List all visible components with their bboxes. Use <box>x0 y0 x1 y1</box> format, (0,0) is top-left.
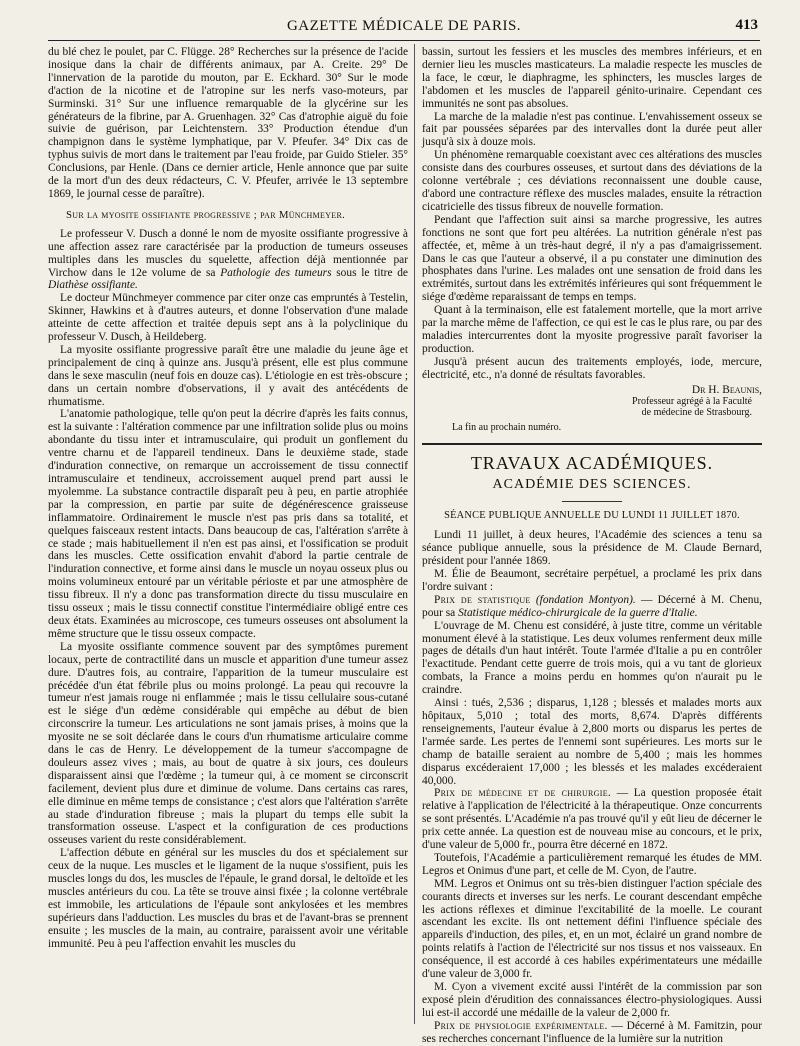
text: Le professeur V. Dusch a donné le nom de myosite ossifiante progressive à une affection assez rare caractérisée par la production de tumeurs osseuses multiples dans les muscles du squelette, affection déjà mentionnée par Virchow dans le 12e volume de sa <box>48 227 408 279</box>
text: — Décerné à M. Chenu, pour sa <box>422 593 762 619</box>
text: — La question proposée était relative à l'application de l'électricité à la thérapeutique. Onze concurrents se sont présentés. L'Académie n'a pas trouvé qu'il y eût lieu de décerner le prix cette année. La question est de nouveau mise au concours, et le prix, d'une valeur de 5,000 fr., pourra être décerné en 1872. <box>422 787 762 852</box>
paragraph: La marche de la maladie n'est pas continue. L'envahissement osseux se fait par poussées séparées par des intervalles dont la durée peut aller jusqu'à six à douze mois. <box>422 110 762 149</box>
paragraph <box>422 594 762 620</box>
article-heading: Sur la myosite ossifiante progressive ; par Münchmeyer. <box>66 208 346 221</box>
paragraph: Jusqu'à présent aucun des traitements employés, iode, mercure, électricité, etc., n'a donné de résultats favorables. <box>422 355 762 381</box>
paragraph: MM. Legros et Onimus ont su très-bien distinguer l'action spéciale des courants directs et inverses sur les nerfs. Le courant descendant empêche les actions réflexes et diminue l'excitabilité de la moelle. Le courant ascendant les excite. Ils ont nettement défini l'influence spéciale des appareils d'induction, des piles, et, en un mot, éclairé un grand nombre de points relatifs à l'action de l'électricité sur nos tissus et nos vaisseaux. En conséquence, il est accordé à ces habiles expérimentateurs une médaille d'une valeur de 3,000 fr. <box>422 877 762 981</box>
paragraph: Pendant que l'affection suit ainsi sa marche progressive, les autres fonctions ne sont que fort peu altérées. La nutrition générale n'est pas affectée, et, même à un très-haut degré, il n'y a pas d'amaigrissement. Dans le cas que l'auteur a observé, il a pu constater une diminution des phosphates dans l'urine. Les malades ont une sensation de froid dans les extrémités, surtout dans les extrémités inférieures qui sont fréquemment le siége d'œdème reparaissant de temps en temps. <box>422 213 762 304</box>
author-signature: Dr H. Beaunis, <box>691 383 762 396</box>
paragraph: La myosite ossifiante progressive paraît être une maladie du jeune âge et principalement de cinq à quinze ans. Jusqu'à présent, elle est plus commune dans le sexe masculin (neuf fois en douze cas). L'étiologie en est très-obscure ; dans un certain nombre d'observations, il y avait des antécédents de rhumatisme. <box>48 343 408 408</box>
paragraph <box>48 228 408 293</box>
emphasis: Diathèse ossifiante. <box>48 279 138 292</box>
author-affiliation-line: Professeur agrégé à la Faculté <box>632 396 752 408</box>
paragraph: L'ouvrage de M. Chenu est considéré, à juste titre, comme un véritable monument élevé à la statistique. Les deux volumes renferment deux mille pages de détails d'un haut intérêt. Toute l'armée d'Italie a pu en contrôler l'exactitude. Pendant cette guerre de trois mois, qui a vu tant de glorieux combats, la France a moins perdu en hommes qu'on n'aurait pu le craindre. <box>422 619 762 697</box>
paragraph: La myosite ossifiante commence souvent par des symptômes purement locaux, perte de contractilité dans un muscle et apparition d'une tumeur assez dure. D'autres fois, au contraire, l'apparition de la tumeur musculaire est précédée d'un état fébrile plus ou moins prolongé. La peau qui recouvre la tumeur n'est jamais rouge ni enflammée ; mais le tissu cellulaire sous-cutané est le siége d'un œdème considérable qui empêche au début de bien circonscrire la tumeur. Les articulations ne sont jamais prises, à moins que la myosite ne se soit déclarée dans le cours d'un rhumatisme articulaire comme dans le cas de Henry. Le développement de la tumeur s'accompagne de douleurs assez vives ; mais, au bout de quatre à six jours, ces douleurs disparaissent ainsi que l'œdème ; la tumeur qui, à ce moment se circonscrit facilement, devient plus dure et diminue de volume. Dans certains cas rares, elle diminue en même temps de consistance ; c'est alors que l'altération s'arrête au stade d'induration fibreuse ; mais la plupart du temps elle subit la transformation osseuse. L'aspect et la configuration de ces productions osseuses varient du reste considérablement. <box>48 640 408 847</box>
paragraph <box>422 1020 762 1046</box>
emphasis: Pathologie des tumeurs <box>220 266 332 279</box>
page-number: 413 <box>735 17 758 33</box>
author-affiliation-line: de médecine de Strasbourg. <box>641 407 752 419</box>
emphasis: (fondation Montyon). <box>535 593 636 606</box>
section-title: TRAVAUX ACADÉMIQUES. <box>470 453 714 474</box>
paragraph: Toutefois, l'Académie a particulièrement remarqué les études de MM. Legros et Onimus d'une part, et celle de M. Cyon, de l'autre. <box>422 851 762 877</box>
session-heading: SÉANCE PUBLIQUE ANNUELLE DU LUNDI 11 JUILLET 1870. <box>444 510 740 522</box>
paragraph <box>422 787 762 852</box>
paragraph: Lundi 11 juillet, à deux heures, l'Académie des sciences a tenu sa séance publique annuelle, sous la présidence de M. Claude Bernard, président pour l'année 1869. <box>422 529 762 568</box>
section-subtitle: ACADÉMIE DES SCIENCES. <box>492 477 692 493</box>
prize-label: Prix de physiologie expérimentale. <box>434 1019 608 1032</box>
prize-label: Prix de statistique <box>434 593 531 606</box>
page-header <box>48 16 760 41</box>
column-divider <box>414 44 415 1024</box>
paragraph: Le docteur Münchmeyer commence par citer onze cas empruntés à Testelin, Skinner, Hawkins et à d'autres auteurs, et donne l'observation d'une malade atteinte de cette affection et traitée depuis sept ans à la polyclinique du professeur V. Dusch, à Heildeberg. <box>48 292 408 344</box>
paragraph: du blé chez le poulet, par C. Flügge. 28° Recherches sur la présence de l'acide inosique dans la chair de différents animaux, par A. Creite. 29° De l'innervation de la parotide du mouton, par E. Eckhard. 30° Sur le mode d'action de la nicotine et de l'atropine sur les nerfs vaso-moteurs, par Surminski. 31° Sur une influence remarquable de la glycérine sur les générateurs de la fibrine, par A. Gruenhagen. 32° Cas d'atrophie aiguë du foie suivie de guérison, par Leichtenstern. 33° Production étendue d'un champignon dans le système lymphatique, par V. Pfeufer. 34° Dix cas de typhus suivis de mort dans le traitement par l'eau froide, par Guido Stieler. 35° Conclusions, par Henle. (Dans ce dernier article, Henle annonce que par suite de la mort d'un des deux rédacteurs, C. V. Pfeufer, arrivée le 13 septembre 1869, le journal cesse de paraître). <box>48 46 408 200</box>
left-column <box>48 46 408 1021</box>
small-rule <box>562 501 622 502</box>
paragraph: L'affection débute en général sur les muscles du dos et spécialement sur ceux de la nuque. Les muscles et le ligament de la nuque s'ossifient, puis les muscles longs du dos, les muscles de l'épaule, le grand dorsal, le deltoïde et les muscles antérieurs du cou. La tête se trouve ainsi fixée ; la colonne vertébrale est immobile, les articulations de l'épaule sont ankylosées et les membres supérieurs dans l'adduction. Les muscles du bras et de l'avant-bras se prennent ensuite ; les muscles de la main, au contraire, paraissent avoir une véritable immunité. Peu à peu l'affection envahit les muscles du <box>48 847 408 950</box>
paragraph: Ainsi : tués, 2,536 ; disparus, 1,128 ; blessés et malades morts aux hôpitaux, 5,010 ; total des morts, 8,674. D'après différents renseignements, l'auteur évalue à 2,800 morts ou disparus les pertes de l'armée sarde. Les pertes de l'ennemi sont supérieures. Les morts sur le champ de bataille seraient au nombre de 5,400 ; mais les hommes disparus excéderaient 17,000 ; les blessés et les malades excéderaient 40,000. <box>422 697 762 787</box>
paragraph: Quant à la terminaison, elle est fatalement mortelle, que la mort arrive par la marche même de l'affection, ce qui est le cas le plus rare, ou par des maladies intercurrentes dont la myosite progressive paraît favoriser la production. <box>422 304 762 355</box>
paragraph: Un phénomène remarquable coexistant avec ces altérations des muscles consiste dans des courbures osseuses, et surtout dans des déviations de la colonne vertébrale ; ces déviations reconnaissent une double cause, d'abord une contracture réflexe des muscles malades, ensuite la rétraction cicatricielle des tissus fibreux de nouvelle formation. <box>422 149 762 213</box>
continued-note: La fin au prochain numéro. <box>452 422 562 434</box>
section-rule <box>422 443 762 445</box>
paragraph: M. Élie de Beaumont, secrétaire perpétuel, a proclamé les prix dans l'ordre suivant : <box>422 568 762 593</box>
right-column <box>422 46 762 1045</box>
prize-label: Prix de médecine et de chirurgie. <box>434 787 612 800</box>
text: — Décerné à M. Famitzin, pour ses recherches concernant l'influence de la lumière sur la nutrition <box>422 1019 762 1045</box>
journal-title: GAZETTE MÉDICALE DE PARIS. <box>286 18 522 34</box>
paragraph: bassin, surtout les fessiers et les muscles des membres inférieurs, et en dernier lieu les muscles masticateurs. La maladie respecte les muscles de la face, le cœur, le diaphragme, les sphincters, les muscles larges de l'abdomen et les muscles de l'appareil génito-urinaire. Cependant ces immunités ne sont pas absolues. <box>422 46 762 110</box>
paragraph: L'anatomie pathologique, telle qu'on peut la décrire d'après les faits connus, est la suivante : l'altération commence par une infiltration solide plus ou moins abondante du tissu inter et intramusculaire, qui produit un gonflement du ventre charnu et de l'appareil tendineux. Dans le deuxième stade, stade d'induration connective, on remarque un accroissement de tissu connectif intramusculaire et tendineux, accroissement auquel prend part aussi le myolemme. La substance contractile disparaît peu à peu, en partie atrophiée par la compression, en partie par suite de dégénérescence graisseuse inflammatoire. Ordinairement le muscle n'est pas pris dans sa totalité, et quelques faisceaux restent intacts. Dans beaucoup de cas, l'altération s'arrête à ce stade ; mais habituellement il n'en est pas ainsi, et l'ossification se produit dans les muscles. Cette ossification envahit d'abord la partie centrale de l'induration connective, et forme ainsi dans le muscle un noyau osseux plus ou moins volumineux entouré par un véritable périoste et par une atmosphère de tissu fibreux. Il n'y a donc pas transformation directe du tissu musculaire en tissu osseux ; mais le tissu connectif constitue l'intermédiaire obligé entre ces deux états. Examinées au microscope, ces tumeurs osseuses ont absolument la même structure que le tissu osseux compacte. <box>48 408 408 640</box>
text: sous le titre de <box>336 266 408 279</box>
emphasis: Statistique médico-chirurgicale de la guerre d'Italie. <box>458 606 698 619</box>
paragraph: M. Cyon a vivement excité aussi l'intérêt de la commission par son exposé plein d'érudition des connaissances électro-physiologiques. Aussi lui est-il accordé une médaille de la valeur de 2,000 fr. <box>422 981 762 1019</box>
